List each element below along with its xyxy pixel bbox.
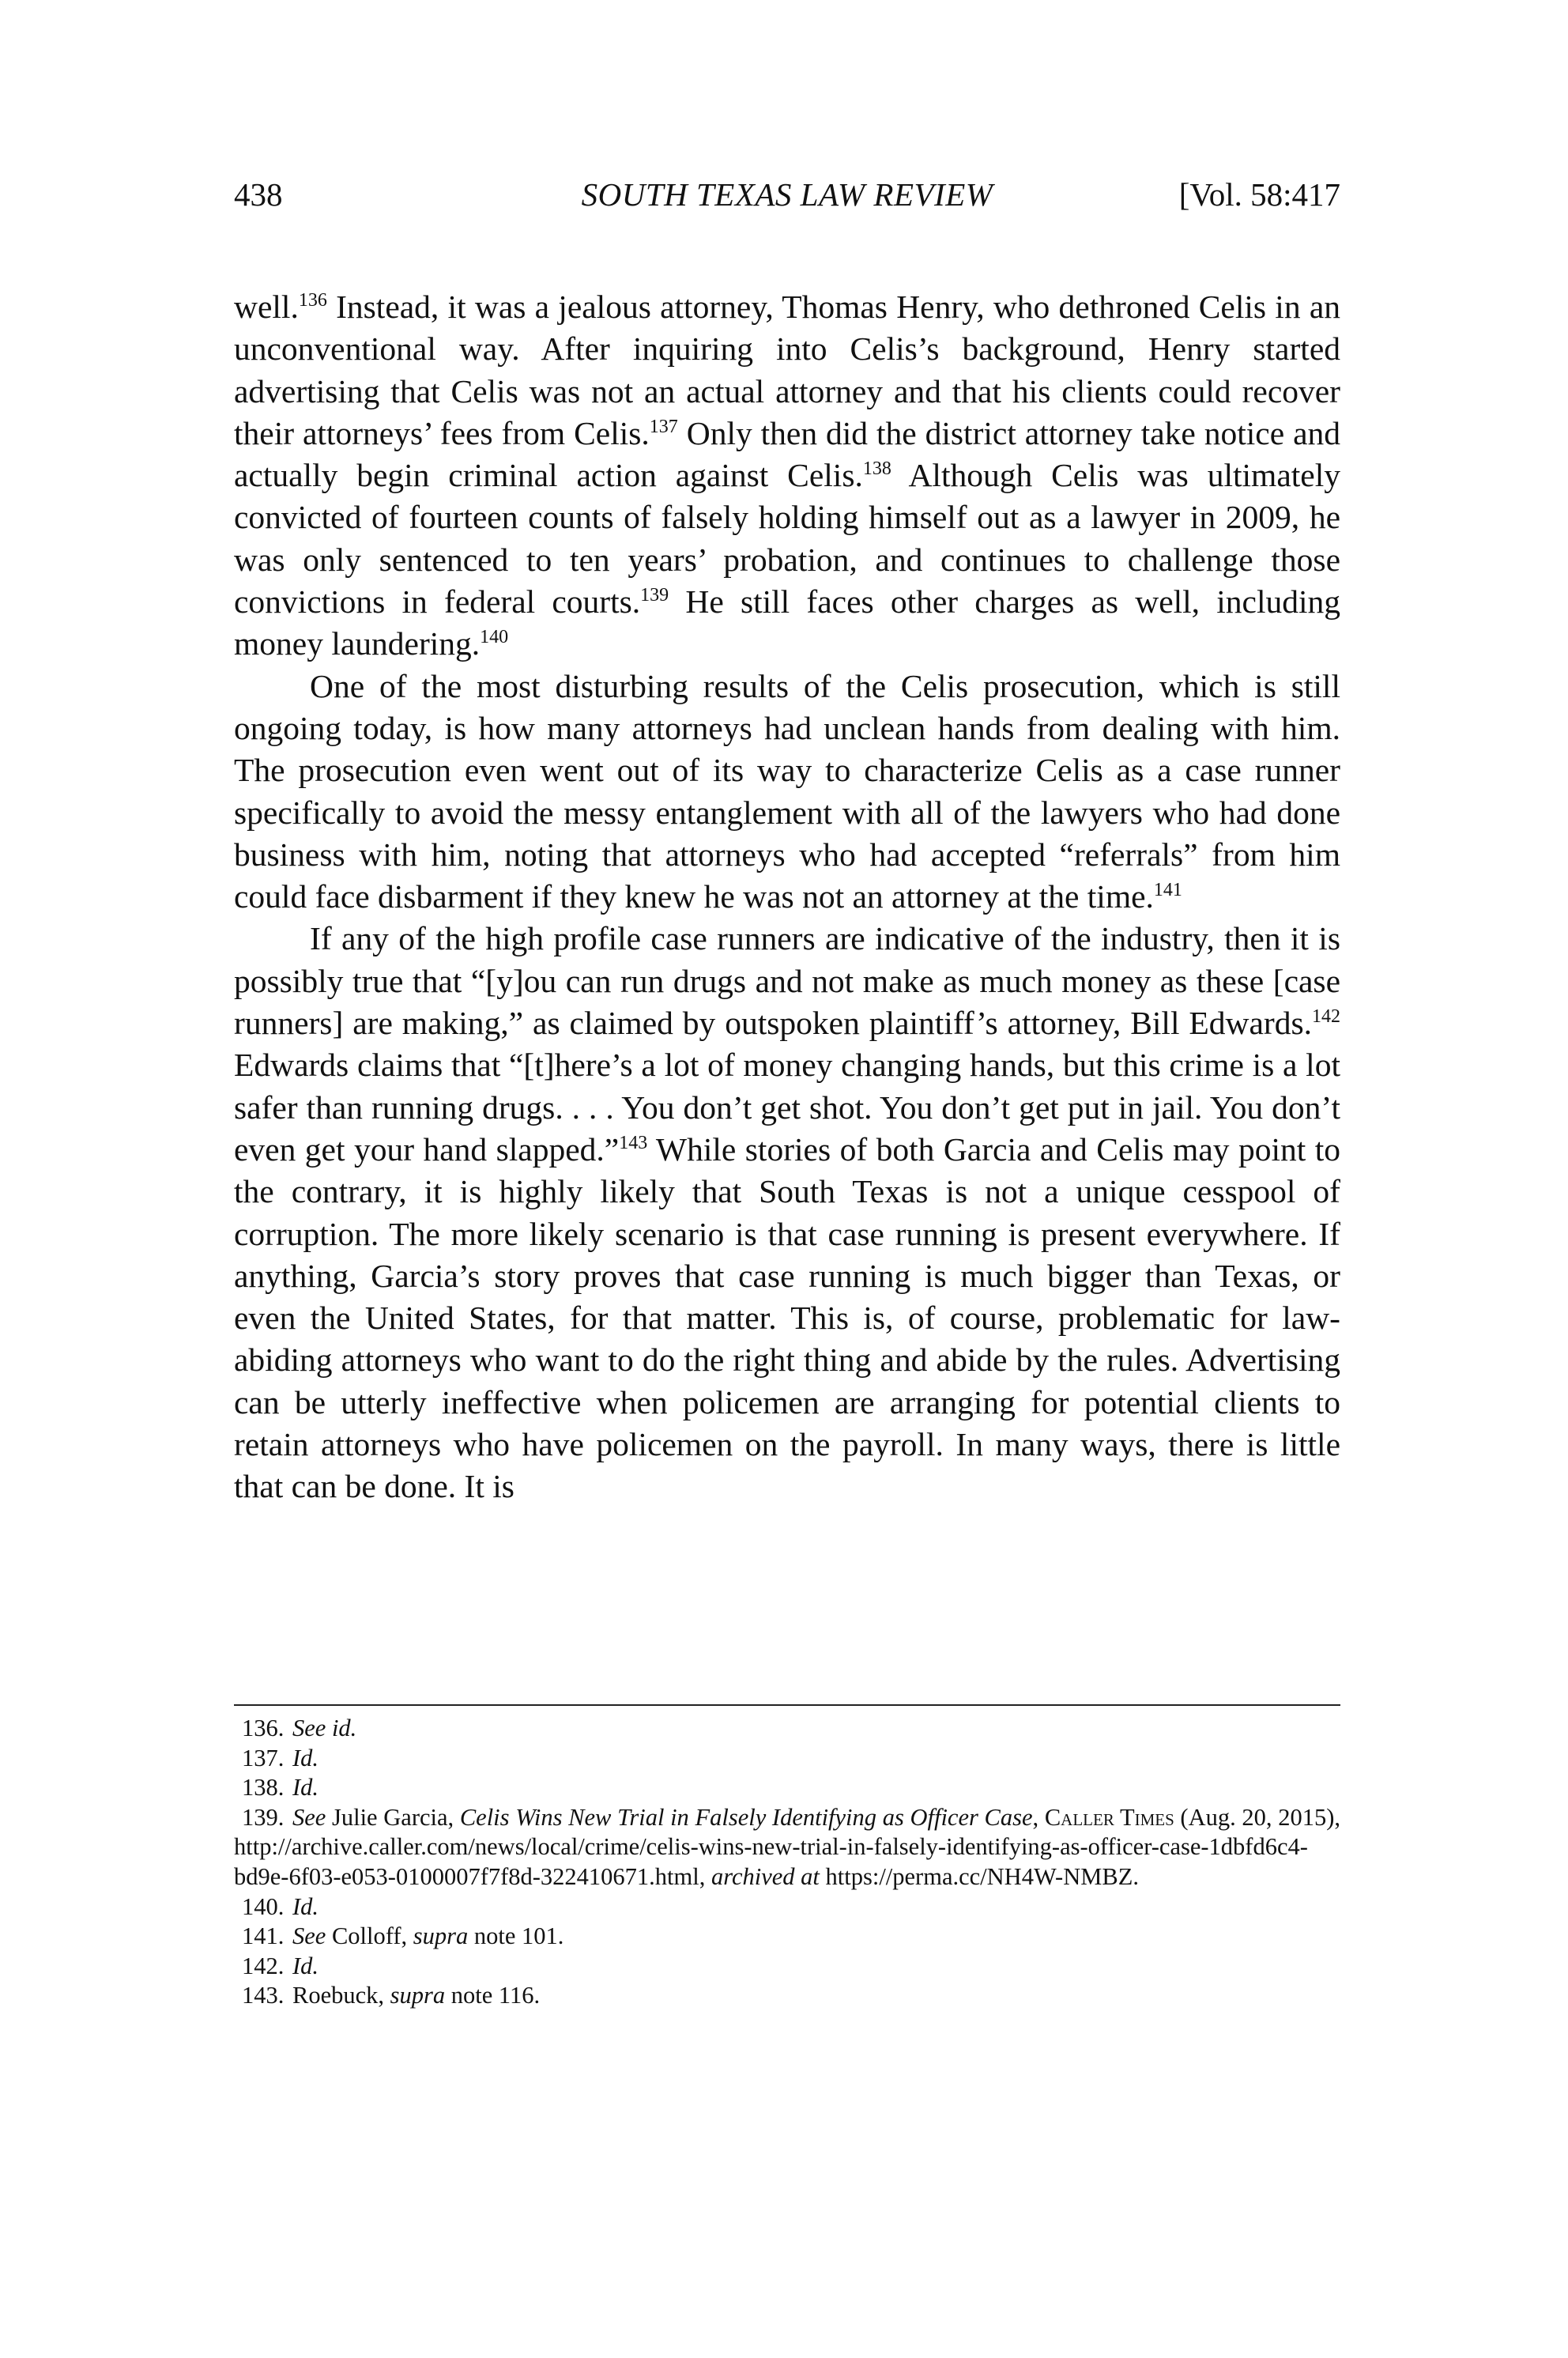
footnote-reference[interactable]: 138 <box>862 458 891 480</box>
footnote-item <box>234 1952 1340 1982</box>
footnote-number: 141. <box>242 1922 285 1950</box>
footnote-reference[interactable]: 136 <box>298 290 327 311</box>
footnote-text: Roebuck, <box>292 1982 390 2009</box>
footnote-italic-text: Celis Wins New Trial in Falsely Identifying as Officer Case <box>459 1803 1033 1831</box>
body-paragraph <box>234 918 1340 1507</box>
footnote-reference[interactable]: 143 <box>619 1132 648 1153</box>
text-run: If any of the high profile case runners are indicative of the industry, then it is possibly true that “[y]ou can run drugs and not make as much money as these [case runners] are making,” as claimed by outspoken plaintiff’s attorney, Bill Edwards. <box>234 920 1340 1042</box>
footnote-number: 140. <box>242 1892 285 1920</box>
footnote-item <box>234 1744 1340 1774</box>
body-paragraph <box>234 666 1340 919</box>
footnote-reference[interactable]: 137 <box>649 416 678 437</box>
footnote-text: note 101. <box>468 1922 564 1950</box>
footnote-item <box>234 1981 1340 2011</box>
journal-title: SOUTH TEXAS LAW REVIEW <box>581 176 993 213</box>
footnote-reference[interactable]: 141 <box>1153 880 1182 901</box>
text-run: Edwards claims that “[t]here’s a lot of money changing hands, but this crime is a lot safer than running drugs. . . . You don’t get shot. You don’t get put in jail. You don’t even get your hand slapped.” <box>234 1047 1340 1168</box>
footnote-number: 143. <box>242 1982 285 2009</box>
text-run: Although Celis was ultimately convicted of fourteen counts of falsely holding himself out as a lawyer in 2009, he was only sentenced to ten years’ probation, and continues to challenge those convictions in federal courts. <box>234 457 1340 621</box>
footnote-italic-text: Id. <box>292 1744 319 1771</box>
text-run: He still faces other charges as well, including money laundering. <box>234 583 1340 662</box>
body-paragraph <box>234 286 1340 666</box>
footnotes-section <box>234 1714 1340 2011</box>
footnote-item <box>234 1922 1340 1952</box>
footnote-text: (Aug. 20, 2015), http://archive.caller.com/news/local/crime/celis-wins-new-trial-in-falsely-identifying-as-officer-case-1dbfd6c4-bd9e-6f03-e053-0100007f7f8d-322410671.html, <box>234 1803 1340 1890</box>
footnote-text: https://perma.cc/NH4W-NMBZ. <box>819 1862 1139 1890</box>
text-run: well. <box>234 289 299 325</box>
footnote-reference[interactable]: 140 <box>480 627 509 648</box>
running-header <box>234 171 1340 218</box>
footnote-italic-text: Id. <box>292 1774 319 1802</box>
footnote-number: 139. <box>242 1803 285 1831</box>
text-run: While stories of both Garcia and Celis may point to the contrary, it is highly likely that South Texas is not a unique cesspool of corruption. The more likely scenario is that case running is present everywhere. If anything, Garcia’s story proves that case running is much bigger than Texas, or even the United States, for that matter. This is, of course, problematic for law-abiding attorneys who want to do the right thing and abide by the rules. Advertising can be utterly ineffective when policemen are arranging for potential clients to retain attorneys who have policemen on the payroll. In many ways, there is little that can be done. It is <box>234 1130 1340 1505</box>
footnote-reference[interactable]: 139 <box>640 585 669 606</box>
footnote-reference[interactable]: 142 <box>1312 1006 1340 1028</box>
footnote-smallcaps-text: Caller Times <box>1044 1803 1174 1831</box>
footnote-item <box>234 1714 1340 1744</box>
footnote-italic-text: See <box>292 1922 326 1950</box>
footnote-italic-text: supra <box>413 1922 469 1950</box>
text-run: Instead, it was a jealous attorney, Thomas Henry, who dethroned Celis in an unconventional way. After inquiring into Celis’s background, Henry started advertising that Celis was not an actual attorney and that his clients could recover their attorneys’ fees from Celis. <box>234 289 1340 451</box>
text-run: One of the most disturbing results of the Celis prosecution, which is still ongoing today, is how many attorneys had unclean hands from dealing with him. The prosecution even went out of its way to characterize Celis as a case runner specifically to avoid the messy entanglement with all of the lawyers who had done business with him, noting that attorneys who had accepted “referrals” from him could face disbarment if they knew he was not an attorney at the time. <box>234 667 1340 915</box>
text-run: Only then did the district attorney take notice and actually begin criminal action against Celis. <box>234 414 1340 494</box>
footnote-number: 138. <box>242 1774 285 1802</box>
footnote-italic-text: Id. <box>292 1892 319 1920</box>
footnote-text: Julie Garcia, <box>326 1803 460 1831</box>
main-body-text <box>234 286 1340 1508</box>
footnote-text: note 116. <box>445 1982 541 2009</box>
volume-citation: [Vol. 58:417 <box>1178 176 1340 213</box>
footnote-number: 142. <box>242 1952 285 1979</box>
footnote-item <box>234 1892 1340 1922</box>
footnote-text: , <box>1032 1803 1045 1831</box>
footnote-number: 137. <box>242 1744 285 1771</box>
footnote-italic-text: archived at <box>710 1862 820 1890</box>
footnote-divider <box>234 1704 1340 1706</box>
footnote-italic-text: See <box>292 1803 326 1831</box>
footnote-italic-text: supra <box>390 1982 446 2009</box>
page-number: 438 <box>234 176 283 213</box>
footnote-italic-text: Id. <box>292 1952 319 1979</box>
footnote-italic-text: See id. <box>292 1715 357 1741</box>
footnote-number: 136. <box>242 1715 285 1741</box>
footnote-item <box>234 1803 1340 1892</box>
footnote-text: Colloff, <box>326 1922 413 1950</box>
footnote-item <box>234 1773 1340 1803</box>
